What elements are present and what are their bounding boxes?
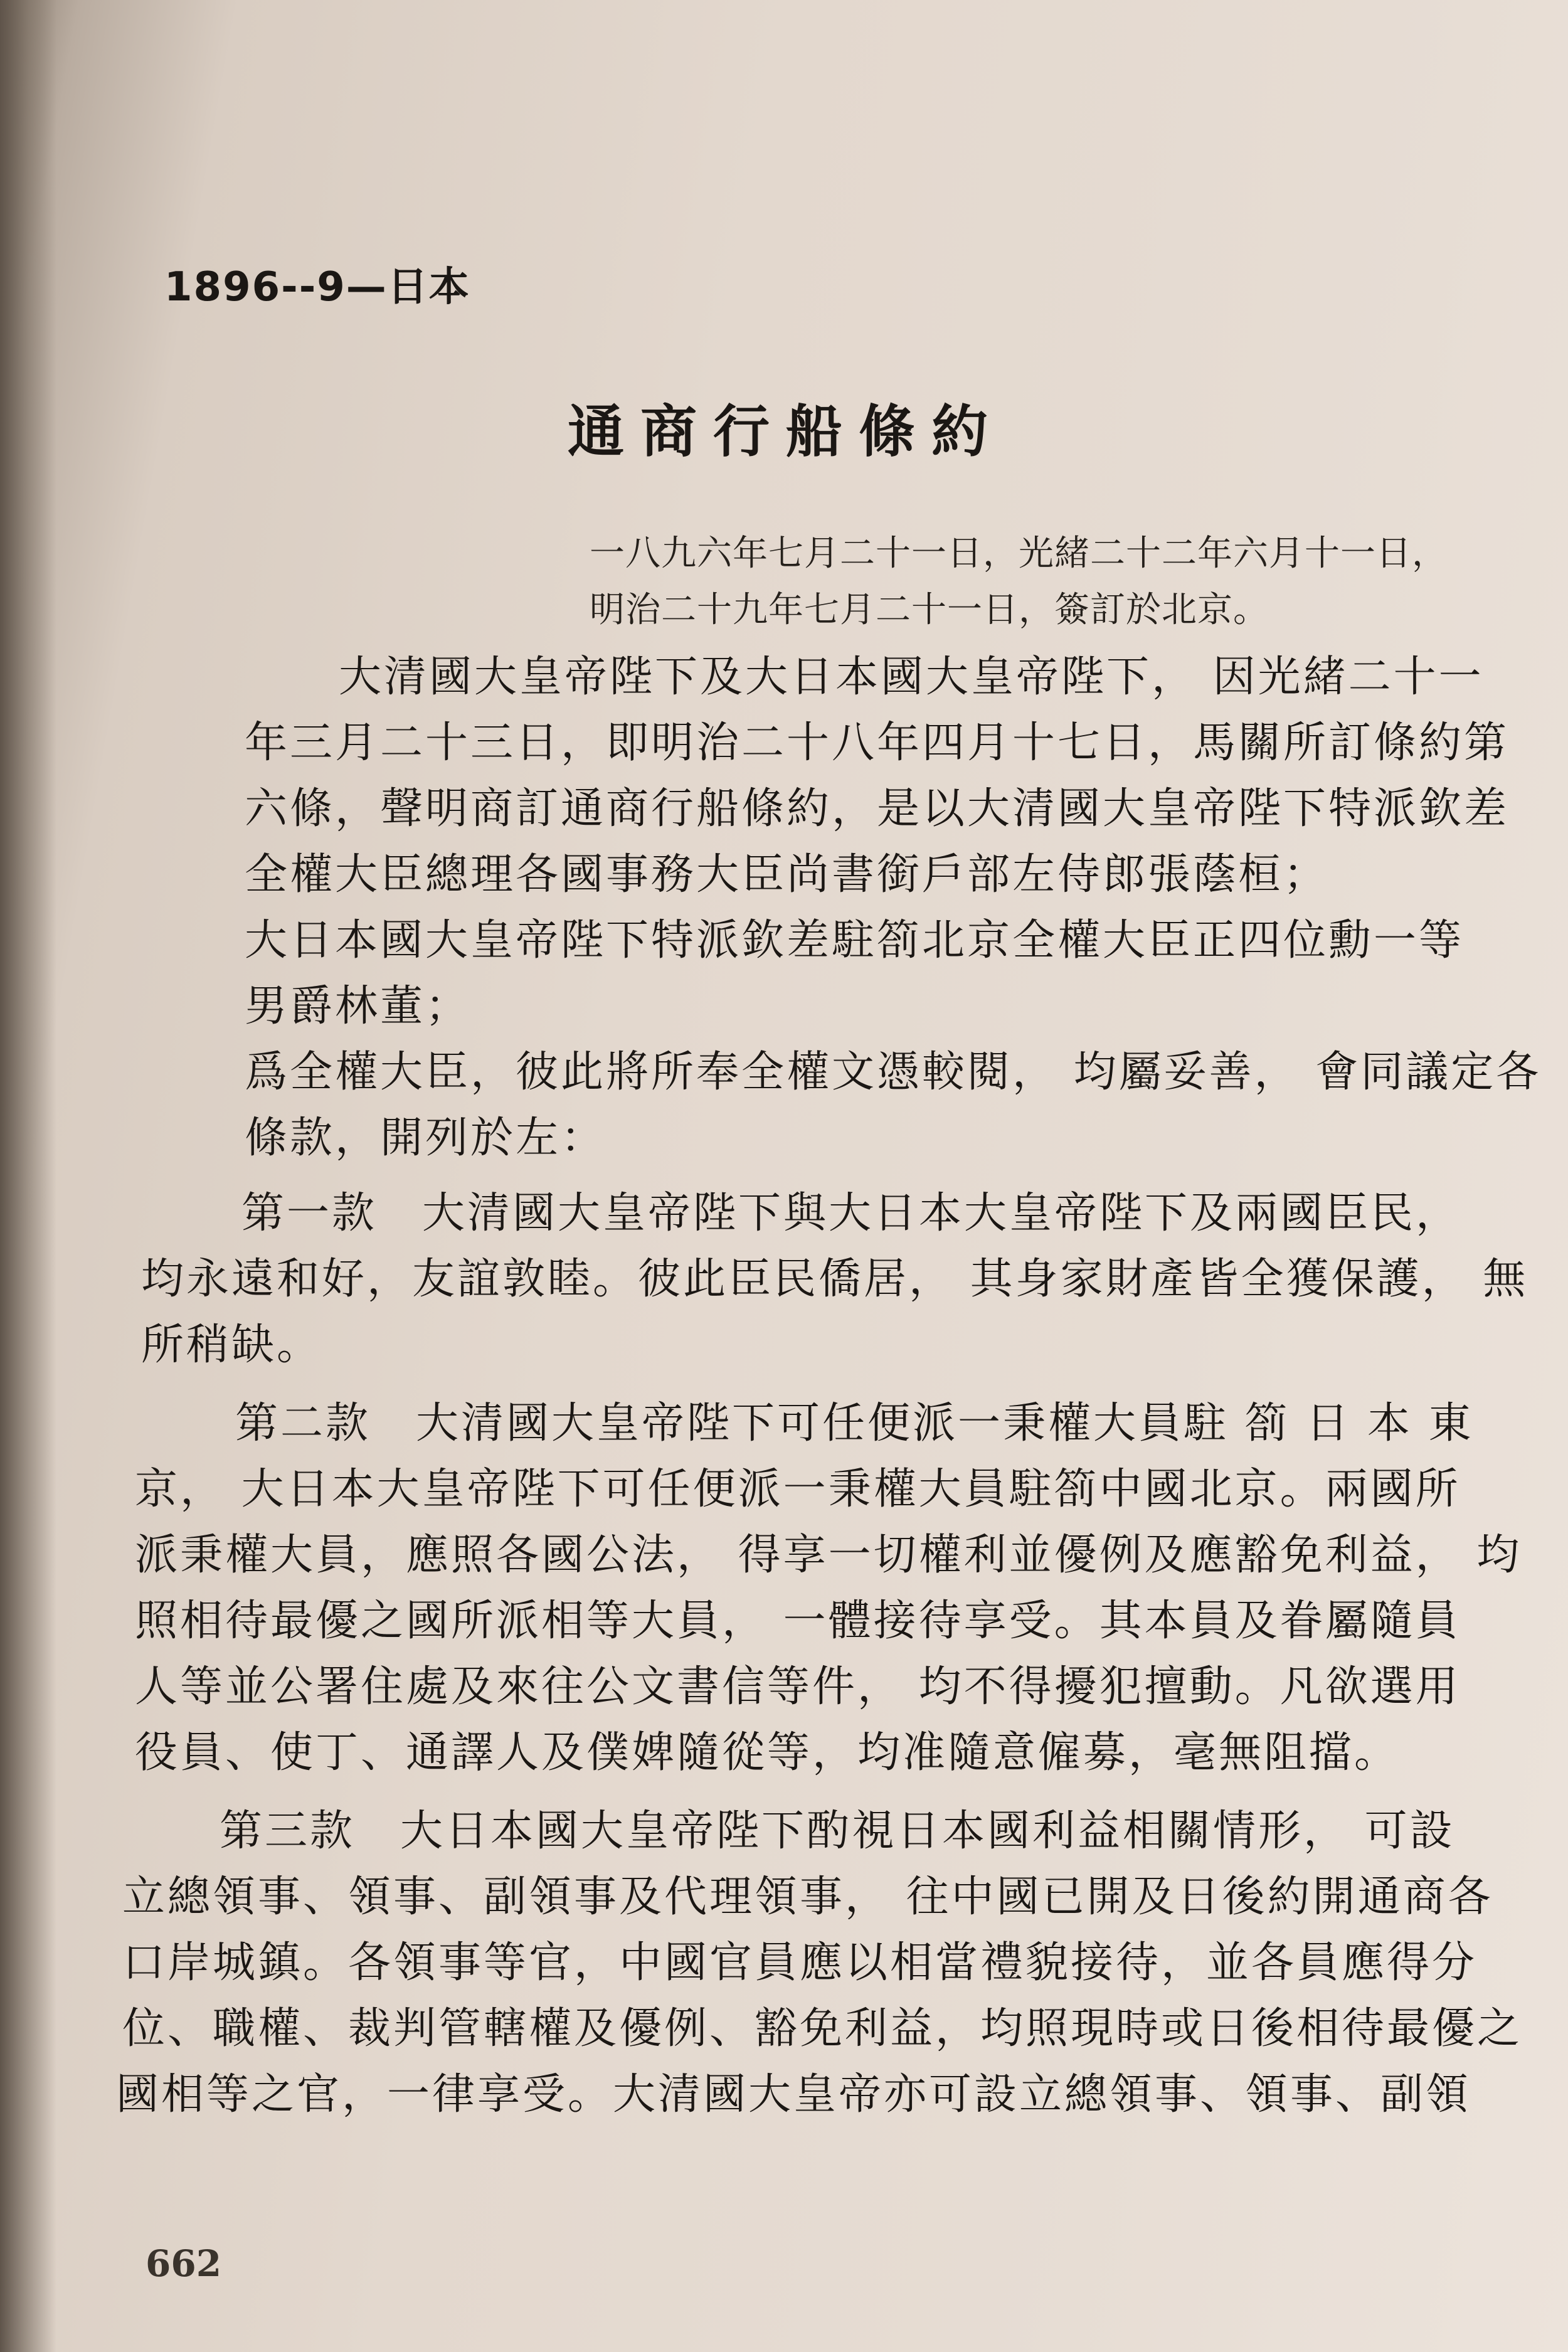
article-3-line: 立總領事、領事、副領事及代理領事， 往中國已開及日後約開通商各 <box>122 1872 1493 1922</box>
body-line: 全權大臣總理各國事務大臣尚書銜戶部左侍郎張蔭桓； <box>245 850 1329 899</box>
dateline-line: 一八九六年七月二十一日，光緒二十二年六月十一日， <box>590 533 1448 574</box>
running-header: 1896--9—日本 <box>164 264 470 310</box>
article-2-line: 京， 大日本大皇帝陛下可任便派一秉權大員駐箚中國北京。兩國所 <box>135 1465 1461 1514</box>
article-2-line: 人等並公署住處及來往公文書信等件， 均不得擾犯擅動。凡欲選用 <box>135 1662 1461 1712</box>
article-2-line: 役員、使丁、通譯人及僕婢隨從等，均准隨意僱募，毫無阻擋。 <box>135 1728 1400 1777</box>
article-2-line: 照相待最優之國所派相等大員， 一體接待享受。其本員及眷屬隨員 <box>135 1596 1461 1646</box>
body-line: 條款，開列於左： <box>245 1113 607 1163</box>
article-3-line: 國相等之官，一律享受。大清國大皇帝亦可設立總領事、領事、副領 <box>116 2070 1471 2119</box>
page-gutter-shadow <box>0 0 56 2352</box>
body-line: 年三月二十三日，即明治二十八年四月十七日，馬關所訂條約第 <box>245 718 1510 768</box>
article-3-line: 第三款 大日本國大皇帝陛下酌視日本國利益相關情形， 可設 <box>220 1806 1455 1856</box>
article-1-line: 所稍缺。 <box>141 1320 322 1370</box>
article-2-line: 第二款 大清國大皇帝陛下可任便派一秉權大員駐 箚 日 本 東 <box>235 1399 1474 1448</box>
body-line: 大清國大皇帝陛下及大日本國大皇帝陛下， 因光緒二十一 <box>339 652 1484 702</box>
body-line: 男爵林董； <box>245 982 471 1031</box>
body-line: 大日本國大皇帝陛下特派欽差駐箚北京全權大臣正四位勳一等 <box>245 916 1465 965</box>
page-number: 662 <box>146 2242 222 2285</box>
article-3-line: 口岸城鎮。各領事等官，中國官員應以相當禮貌接待，並各員應得分 <box>122 1938 1478 1988</box>
dateline-line: 明治二十九年七月二十一日，簽訂於北京。 <box>590 590 1269 630</box>
body-line: 六條，聲明商訂通商行船條約，是以大清國大皇帝陛下特派欽差 <box>245 784 1510 834</box>
treaty-title: 通商行船條約 <box>568 399 1004 465</box>
body-line: 爲全權大臣，彼此將所奉全權文憑較閱， 均屬妥善， 會同議定各 <box>245 1047 1542 1097</box>
article-3-line: 位、職權、裁判管轄權及優例、豁免利益，均照現時或日後相待最優之 <box>122 2004 1523 2053</box>
article-1-line: 第一款 大清國大皇帝陛下與大日本大皇帝陛下及兩國臣民， <box>241 1189 1461 1238</box>
article-2-line: 派秉權大員，應照各國公法， 得享一切權利並優例及應豁免利益， 均 <box>135 1530 1522 1580</box>
article-1-line: 均永遠和好，友誼敦睦。彼此臣民僑居， 其身家財產皆全獲保護， 無 <box>141 1254 1528 1304</box>
